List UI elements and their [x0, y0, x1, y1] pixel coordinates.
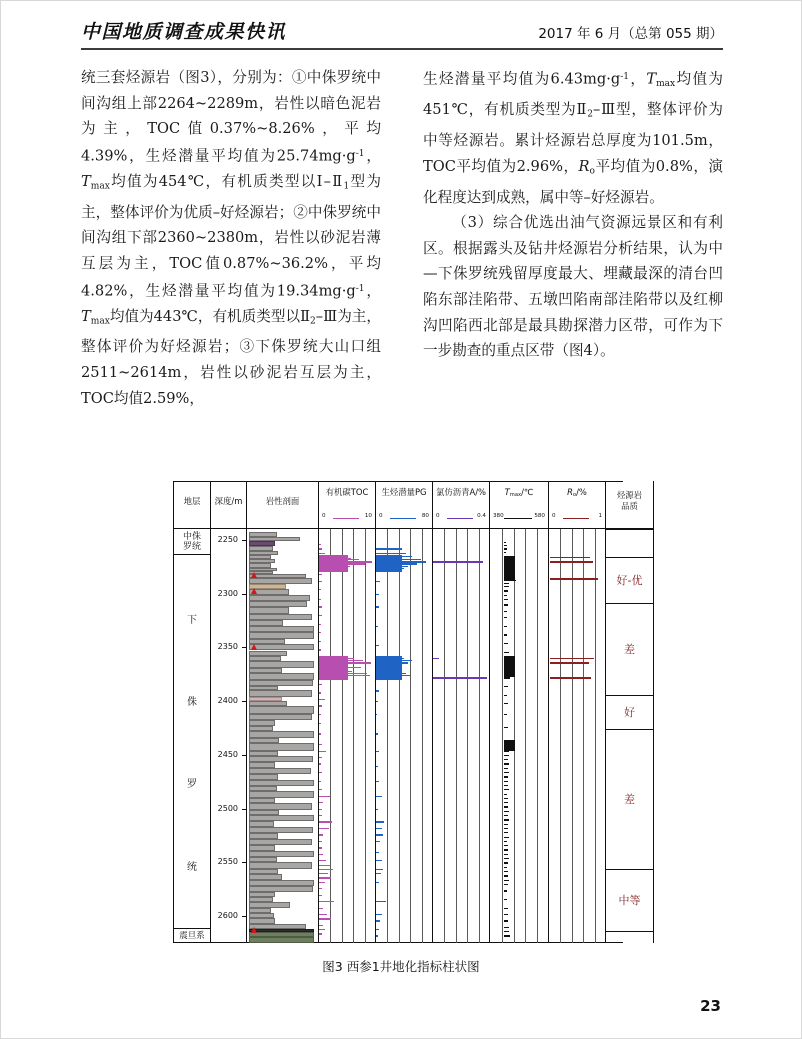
datapoint-pg-24	[376, 690, 379, 691]
datapoint-tmax-54	[504, 789, 508, 790]
gridline-toc-3	[353, 529, 354, 943]
datapoint-toc-67	[319, 925, 323, 926]
datapoint-toc-63	[319, 901, 334, 902]
depth-tick-2300: 2300	[217, 588, 238, 598]
datapoint-toc-36	[319, 723, 321, 724]
datapoint-tmax-56	[504, 798, 508, 799]
depth-tick-mark-2400	[242, 701, 246, 702]
datapoint-pg-27	[376, 733, 378, 734]
track-scale-line-asph	[447, 518, 473, 519]
datapoint-asph-1	[433, 658, 439, 659]
datapoint-tmax-38	[504, 695, 507, 696]
datapoint-pg-11	[376, 606, 379, 607]
depth-tick-mark-2250	[242, 540, 246, 541]
datapoint-toc-41	[319, 763, 321, 764]
track-scale-max-asph: 0.4	[477, 513, 486, 519]
datapoint-pg-46	[376, 935, 378, 936]
figure-track-ro	[549, 481, 606, 943]
datapoint-toc-31	[319, 684, 322, 685]
datapoint-tmax-66	[504, 841, 507, 842]
track-scale-ro	[552, 513, 602, 523]
datapoint-toc-17	[319, 624, 321, 625]
datapoint-pg-25	[376, 701, 378, 702]
quality-divider-bottom	[606, 931, 653, 932]
figure-track-toc	[319, 481, 376, 943]
track-scale-max-tmax: 580	[534, 513, 545, 519]
fossil-marker-3	[251, 927, 257, 933]
right-text-column	[423, 65, 723, 364]
datapoint-toc-60	[319, 882, 325, 883]
depth-tick-2600: 2600	[217, 911, 238, 921]
left-text-column	[81, 65, 381, 411]
gridline-ro-3	[583, 529, 584, 943]
depth-tick-2450: 2450	[217, 749, 238, 759]
depth-tick-2250: 2250	[217, 534, 238, 544]
figure-track-depth	[211, 481, 247, 943]
datapoint-toc-11	[319, 574, 322, 575]
datapoint-tmax-77	[504, 890, 507, 891]
datapoint-tmax-76	[504, 884, 508, 885]
track-header-label-pg: 生烃潜量PG	[381, 487, 427, 497]
datapoint-tmax-49	[504, 768, 508, 769]
track-header-label-tmax: $T_{max}/℃$	[504, 487, 534, 499]
datapoint-toc-69	[319, 933, 322, 934]
lithology-bed-73	[249, 937, 314, 943]
datapoint-toc-39	[319, 751, 326, 752]
datapoint-tmax-36	[504, 677, 510, 678]
gridline-asph-1	[444, 529, 445, 943]
track-header-depth	[211, 481, 246, 529]
track-scale-max-toc: 10	[364, 513, 372, 519]
track-scale-max-ro: 1	[598, 513, 602, 519]
gridline-toc-4	[365, 529, 366, 943]
track-scale-min-ro: 0	[552, 513, 556, 519]
track-scale-max-pg: 80	[421, 513, 429, 519]
track-scale-pg	[379, 513, 429, 523]
datapoint-fill-toc-1	[319, 656, 348, 680]
datapoint-pg-1	[376, 553, 406, 554]
datapoint-tmax-47	[504, 759, 508, 760]
track-header-ro	[549, 481, 605, 529]
gridline-tmax-3	[525, 529, 526, 943]
datapoint-fill-pg-1	[376, 656, 402, 680]
datapoint-ro-0	[550, 557, 590, 558]
gridline-pg-2	[399, 529, 400, 943]
datapoint-tmax-71	[504, 862, 508, 863]
datapoint-asph-2	[433, 677, 487, 678]
journal-title: 中国地质调查成果快讯	[81, 21, 287, 43]
track-scale-min-toc: 0	[322, 513, 326, 519]
gridline-toc-1	[330, 529, 331, 943]
quality-band-1: 差	[624, 643, 635, 656]
datapoint-tmax-72	[504, 867, 507, 868]
track-body-depth	[211, 529, 246, 943]
datapoint-pg-41	[376, 882, 379, 883]
datapoint-toc-66	[319, 918, 331, 919]
track-body-strat	[174, 529, 210, 943]
figure-track-pg	[376, 481, 433, 943]
datapoint-toc-35	[319, 714, 321, 715]
depth-tick-mark-2600	[242, 916, 246, 917]
track-scale-min-asph: 0	[436, 513, 440, 519]
datapoint-toc-57	[319, 869, 333, 870]
datapoint-tmax-73	[504, 871, 508, 872]
datapoint-tmax-27	[504, 652, 508, 653]
page-header	[81, 17, 723, 51]
datapoint-pg-36	[376, 841, 380, 842]
datapoint-toc-33	[319, 699, 325, 700]
track-scale-tmax	[493, 513, 545, 523]
depth-tick-2500: 2500	[217, 803, 238, 813]
figure-track-grid	[173, 481, 643, 943]
datapoint-pg-28	[376, 751, 379, 752]
track-scale-min-pg: 0	[379, 513, 383, 519]
datapoint-pg-34	[376, 828, 382, 829]
datapoint-toc-68	[319, 929, 325, 930]
datapoint-toc-16	[319, 615, 322, 616]
datapoint-tmax-53	[504, 785, 508, 786]
datapoint-tmax-18	[504, 590, 508, 591]
datapoint-tmax-65	[504, 837, 508, 838]
figure-track-lith	[247, 481, 319, 943]
datapoint-toc-45	[319, 796, 330, 797]
datapoint-tmax-81	[504, 920, 508, 921]
datapoint-fill-tmax-0	[504, 556, 515, 581]
depth-tick-mark-2450	[242, 755, 246, 756]
datapoint-toc-48	[319, 815, 322, 816]
strat-unit-0: 中侏 罗统	[174, 529, 210, 555]
datapoint-tmax-57	[504, 802, 508, 803]
track-header-label-asph: 氯仿沥青A/%	[435, 487, 486, 497]
track-header-label-depth: 深度/m	[214, 496, 243, 506]
quality-divider-top-2	[606, 695, 653, 696]
quality-divider-top-0	[606, 557, 653, 558]
datapoint-fill-pg-0	[376, 555, 402, 572]
datapoint-tmax-0	[504, 542, 506, 543]
depth-tick-mark-2300	[242, 594, 246, 595]
datapoint-toc-46	[319, 802, 323, 803]
gridline-asph-2	[456, 529, 457, 943]
datapoint-tmax-45	[504, 751, 509, 752]
figure-track-quality	[606, 481, 654, 943]
track-body-lith	[247, 529, 318, 943]
datapoint-tmax-39	[504, 703, 508, 704]
depth-tick-mark-2500	[242, 809, 246, 810]
figure-caption: 图3 西参1井地化指标柱状图	[322, 959, 480, 974]
datapoint-tmax-62	[504, 824, 507, 825]
datapoint-toc-1	[319, 548, 322, 549]
datapoint-toc-61	[319, 888, 322, 889]
datapoint-pg-12	[376, 626, 378, 627]
datapoint-toc-47	[319, 809, 322, 810]
track-header-tmax	[490, 481, 548, 529]
datapoint-toc-54	[319, 854, 323, 855]
track-header-toc	[319, 481, 375, 529]
datapoint-tmax-25	[504, 634, 507, 635]
datapoint-toc-14	[319, 599, 321, 600]
track-header-label-toc: 有机碳TOC	[325, 487, 369, 497]
datapoint-tmax-17	[504, 586, 508, 587]
datapoint-toc-2	[319, 553, 325, 554]
figure-3	[173, 481, 643, 943]
gridline-asph-4	[479, 529, 480, 943]
datapoint-toc-64	[319, 908, 323, 909]
datapoint-toc-50	[319, 828, 329, 829]
datapoint-toc-15	[319, 606, 322, 607]
datapoint-toc-42	[319, 772, 322, 773]
quality-divider-top-4	[606, 869, 653, 870]
datapoint-ro-2	[550, 578, 598, 579]
datapoint-tmax-16	[504, 583, 509, 584]
strat-unit-char-2: 罗	[187, 779, 197, 791]
track-header-label-lith: 岩性剖面	[265, 496, 300, 506]
datapoint-tmax-68	[504, 849, 508, 850]
datapoint-fill-toc-0	[319, 555, 348, 572]
depth-tick-2350: 2350	[217, 642, 238, 652]
datapoint-pg-35	[376, 834, 383, 835]
datapoint-toc-55	[319, 860, 326, 861]
datapoint-tmax-63	[504, 828, 508, 829]
datapoint-pg-9	[376, 581, 380, 582]
datapoint-toc-40	[319, 757, 322, 758]
datapoint-tmax-60	[504, 815, 508, 816]
track-body-tmax	[490, 529, 548, 943]
fossil-marker-1	[251, 588, 257, 594]
track-header-pg	[376, 481, 432, 529]
datapoint-toc-12	[319, 581, 322, 582]
datapoint-pg-0	[376, 548, 402, 549]
track-body-toc	[319, 529, 375, 943]
datapoint-toc-32	[319, 692, 321, 693]
datapoint-pg-44	[376, 920, 380, 921]
datapoint-toc-44	[319, 789, 322, 790]
datapoint-tmax-23	[504, 617, 507, 618]
datapoint-tmax-37	[504, 686, 507, 687]
strat-unit-2: 震旦系	[179, 930, 205, 941]
track-header-label-strat: 地层	[183, 496, 201, 506]
quality-band-4: 中等	[618, 894, 641, 907]
track-scale-line-toc	[333, 518, 359, 519]
gridline-asph-3	[467, 529, 468, 943]
track-header-label-ro: $R_o/\%$	[567, 487, 587, 499]
datapoint-fill-tmax-1	[504, 656, 515, 678]
datapoint-pg-30	[376, 781, 379, 782]
datapoint-tmax-52	[504, 781, 508, 782]
figure-track-asph	[433, 481, 490, 943]
datapoint-tmax-1	[504, 545, 506, 546]
datapoint-pg-45	[376, 929, 379, 930]
depth-tick-2550: 2550	[217, 857, 238, 867]
issue-label: 2017 年 6 月（总第 055 期）	[538, 26, 723, 42]
datapoint-tmax-24	[504, 626, 507, 627]
datapoint-toc-38	[319, 744, 322, 745]
track-header-quality	[606, 481, 653, 529]
track-scale-asph	[436, 513, 486, 523]
datapoint-toc-56	[319, 865, 330, 866]
paragraph-right-2: （3）综合优选出油气资源远景区和有利区。根据露头及钻井烃源岩分析结果，认为中—下侏罗统残留厚度最大、埋藏最深的清台凹陷东部洼陷带、五墩凹陷南部洼陷带以及红柳沟凹陷西北部是最具勘探潜力区带，可作为下一步勘查的重点区带（图4）。	[423, 214, 723, 360]
track-body-ro	[549, 529, 605, 943]
datapoint-tmax-20	[504, 599, 508, 600]
figure-track-strat	[173, 481, 211, 943]
datapoint-tmax-22	[504, 611, 507, 612]
datapoint-tmax-78	[504, 899, 507, 900]
datapoint-tmax-59	[504, 811, 508, 812]
datapoint-toc-62	[319, 895, 322, 896]
datapoint-pg-40	[376, 873, 381, 874]
datapoint-pg-31	[376, 796, 382, 797]
datapoint-tmax-26	[504, 643, 508, 644]
datapoint-toc-49	[319, 821, 332, 822]
quality-band-3: 差	[624, 793, 635, 806]
gridline-tmax-2	[514, 529, 515, 943]
body-columns	[81, 65, 723, 425]
quality-band-0: 好-优	[616, 574, 643, 587]
datapoint-toc-0	[319, 544, 321, 545]
datapoint-pg-38	[376, 860, 382, 861]
datapoint-pg-13	[376, 645, 379, 646]
lithology-bed-33	[249, 706, 314, 714]
track-scale-min-tmax: 380	[493, 513, 504, 519]
datapoint-tmax-79	[504, 908, 507, 909]
datapoint-tmax-61	[504, 819, 509, 820]
datapoint-tmax-67	[504, 845, 508, 846]
datapoint-toc-53	[319, 847, 322, 848]
gridline-ro-1	[560, 529, 561, 943]
fossil-marker-0	[251, 572, 257, 578]
datapoint-pg-43	[376, 914, 382, 915]
datapoint-tmax-51	[504, 776, 507, 777]
gridline-ro-4	[595, 529, 596, 943]
datapoint-pg-39	[376, 869, 383, 870]
quality-band-2: 好	[624, 706, 635, 719]
track-header-strat	[174, 481, 210, 529]
datapoint-tmax-2	[504, 548, 507, 549]
datapoint-tmax-64	[504, 832, 508, 833]
datapoint-tmax-3	[504, 552, 506, 553]
datapoint-tmax-46	[504, 755, 508, 756]
paragraph-right-1: 生烃潜量平均值为$6.43mg\cdot g^{-1}$，$T_{max}$均值为451℃，有机质类型为$Ⅱ_2-Ⅲ$型，整体评价为中等烃源岩。累计烃源岩总厚度为101.5m，TOC平均值为2.96%，$R_o$平均值为0.8%，演化程度达到成熟，属中等–好烃源岩。	[423, 70, 723, 206]
strat-unit-char-1: 侏	[187, 697, 197, 709]
gridline-pg-4	[422, 529, 423, 943]
track-scale-toc	[322, 513, 372, 523]
datapoint-tmax-75	[504, 880, 508, 881]
datapoint-pg-32	[376, 809, 378, 810]
track-header-label-quality: 烃源岩 品质	[616, 490, 643, 511]
quality-divider-top-1	[606, 603, 653, 604]
datapoint-toc-34	[319, 705, 322, 706]
quality-divider-first	[606, 529, 653, 530]
gridline-tmax-4	[537, 529, 538, 943]
datapoint-ro-4	[550, 662, 589, 663]
track-header-asph	[433, 481, 489, 529]
depth-tick-mark-2350	[242, 647, 246, 648]
datapoint-tmax-41	[504, 727, 507, 728]
datapoint-tmax-84	[504, 935, 510, 936]
datapoint-tmax-48	[504, 763, 509, 764]
strat-unit-1	[174, 555, 210, 929]
track-scale-line-ro	[563, 518, 589, 519]
datapoint-ro-1	[550, 561, 593, 562]
datapoint-ro-3	[550, 658, 594, 659]
header-rule	[81, 48, 723, 50]
gridline-pg-3	[410, 529, 411, 943]
datapoint-toc-13	[319, 589, 321, 590]
gridline-toc-2	[342, 529, 343, 943]
depth-tick-mark-2550	[242, 862, 246, 863]
gridline-ro-2	[572, 529, 573, 943]
lithology-bed-39	[249, 743, 314, 751]
gridline-tmax-1	[502, 529, 503, 943]
datapoint-toc-37	[319, 733, 321, 734]
datapoint-tmax-69	[504, 854, 507, 855]
datapoint-tmax-19	[504, 595, 507, 596]
datapoint-pg-33	[376, 821, 384, 822]
track-scale-line-tmax	[504, 518, 532, 519]
datapoint-toc-51	[319, 834, 323, 835]
track-scale-line-pg	[390, 518, 416, 519]
datapoint-tmax-50	[504, 772, 508, 773]
gridline-pg-1	[387, 529, 388, 943]
datapoint-toc-18	[319, 632, 321, 633]
track-header-lith	[247, 481, 318, 529]
page-number: 23	[700, 997, 721, 1015]
datapoint-asph-0	[433, 561, 483, 562]
datapoint-tmax-40	[504, 714, 507, 715]
datapoint-toc-19	[319, 641, 321, 642]
datapoint-tmax-70	[504, 858, 508, 859]
strat-unit-char-0: 下	[187, 614, 197, 626]
datapoint-tmax-58	[504, 806, 507, 807]
datapoint-tmax-21	[504, 604, 507, 605]
paragraph-left-1: 统三套烃源岩（图3），分别为：①中侏罗统中间沟组上部2264~2289m，岩性以暗色泥岩为主，TOC值0.37%~8.26%，平均4.39%，生烃潜量平均值为$25.74mg\cdot g^{-1}$，$T_{max}$均值为454℃，有机质类型以$Ⅰ-Ⅱ_1$型为主，整体评价为优质–好烃源岩；②中侏罗统中间沟组下部2360~2380m，岩性以砂泥岩薄互层为主，TOC值0.87%~36.2%，平均4.82%，生烃潜量平均值为$19.34mg\cdot g^{-1}$，$T_{max}$均值为443℃，有机质类型以$Ⅱ_2-Ⅲ$为主，整体评价为好烃源岩；③下侏罗统大山口组2511~2614m，岩性以砂泥岩互层为主，TOC均值2.59%，	[81, 69, 381, 407]
datapoint-pg-42	[376, 901, 386, 902]
datapoint-toc-59	[319, 877, 331, 878]
datapoint-tmax-83	[504, 931, 509, 932]
datapoint-toc-43	[319, 781, 321, 782]
datapoint-toc-52	[319, 841, 322, 842]
datapoint-toc-65	[319, 914, 327, 915]
track-body-asph	[433, 529, 489, 943]
fossil-marker-2	[251, 644, 257, 650]
datapoint-pg-37	[376, 852, 379, 853]
datapoint-ro-5	[550, 677, 591, 678]
datapoint-toc-20	[319, 649, 321, 650]
datapoint-fill-tmax-2	[504, 740, 515, 751]
quality-divider-top-3	[606, 729, 653, 730]
strat-unit-char-3: 统	[187, 861, 197, 873]
datapoint-tmax-82	[504, 927, 509, 928]
datapoint-tmax-74	[504, 875, 507, 876]
datapoint-tmax-55	[504, 794, 507, 795]
figure-track-tmax	[490, 481, 549, 943]
datapoint-toc-58	[319, 873, 328, 874]
datapoint-pg-26	[376, 714, 377, 715]
depth-tick-2400: 2400	[217, 696, 238, 706]
datapoint-pg-29	[376, 766, 378, 767]
track-body-pg	[376, 529, 432, 943]
datapoint-tmax-80	[504, 914, 508, 915]
datapoint-pg-10	[376, 594, 379, 595]
track-body-quality	[606, 529, 653, 943]
